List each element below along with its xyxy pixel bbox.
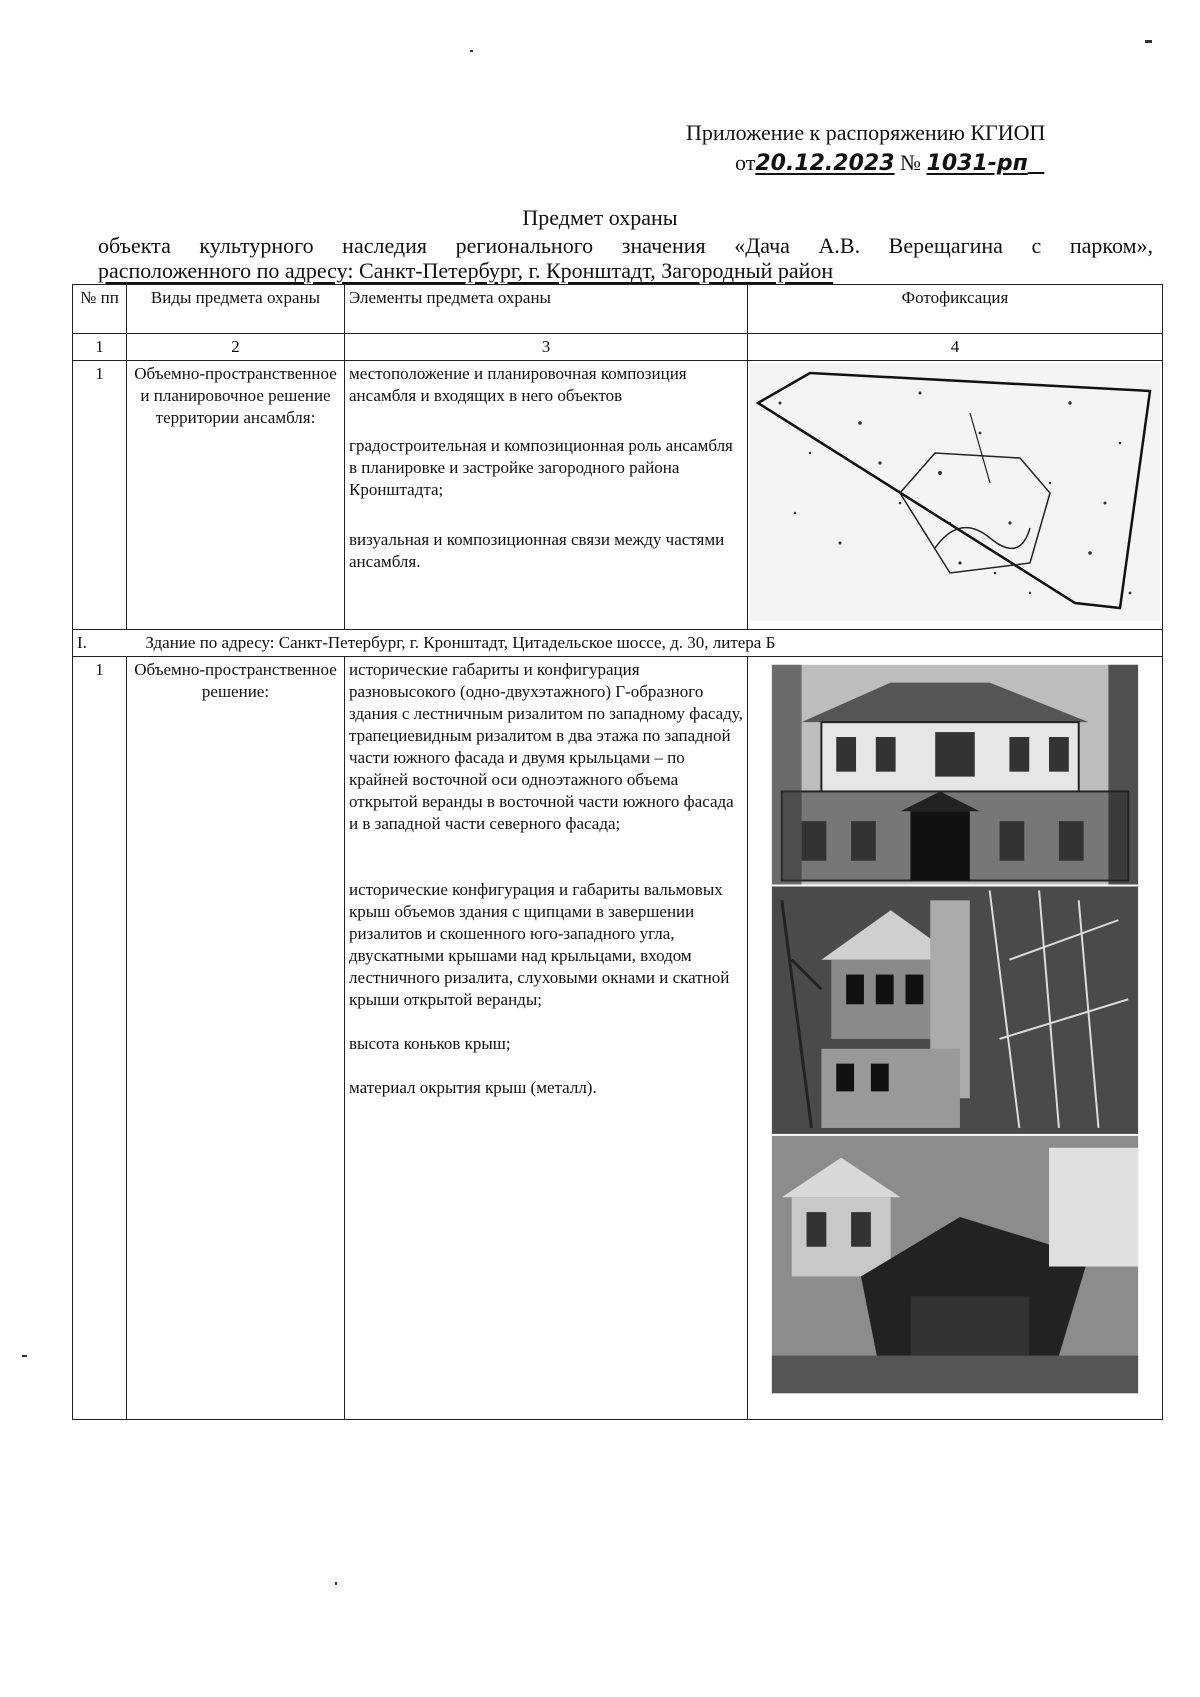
header-photo: Фотофиксация: [748, 285, 1163, 334]
subtitle-line-2: расположенного по адресу: Санкт-Петербург, г. Кронштадт, Загородный район: [98, 258, 834, 283]
element-item: местоположение и планировочная композиция ансамбля и входящих в него объектов: [349, 364, 687, 405]
roofs-photo: [772, 886, 1138, 1133]
element-item: визуальная и композиционная связи между частями ансамбля.: [349, 530, 725, 571]
handwritten-number: 1031-рп: [926, 151, 1028, 176]
scan-speck: [335, 1582, 337, 1585]
column-number-row: [73, 334, 1163, 361]
element-item: градостроительная и композиционная роль ансамбля в планировке и застройке загородного района Кронштадта;: [349, 436, 733, 499]
table-row: [73, 657, 1163, 1420]
scan-speck: [1145, 40, 1152, 43]
veranda-photo: [772, 1136, 1138, 1393]
section-row: [73, 630, 1163, 657]
table-row: [73, 361, 1163, 630]
handwritten-date: 20.12.2023: [755, 151, 895, 176]
building-photos-image: [762, 659, 1148, 1399]
site-plan-photo-cell: [748, 361, 1163, 630]
annex-heading: Приложение к распоряжению КГИОП: [686, 120, 1046, 145]
element-item: исторические габариты и конфигурация разновысокого (одно-двухэтажного) Г-образного здания с лестничным ризалитом по западному фасаду, трапециевидным ризалитом в два этажа по западной части южного фасада и двумя крыльцами – по крайней восточной оси одноэтажного объема открытой веранды в восточной части южного фасада и в западной части северного фасада;: [349, 660, 743, 833]
scan-speck: [22, 1355, 27, 1357]
scan-speck: [470, 50, 473, 52]
row-elements: [345, 657, 748, 1420]
element-item: материал окрытия крыш (металл).: [349, 1078, 597, 1097]
protection-subject-table: [72, 284, 1163, 1420]
section-heading: [73, 630, 1163, 657]
col-number: 3: [345, 334, 748, 361]
col-number: 4: [748, 334, 1163, 361]
header-num: № пп: [73, 285, 127, 334]
table-header-row: [73, 285, 1163, 334]
document-title: Предмет охраны: [522, 205, 678, 230]
row-type: Объемно-пространственное решение:: [127, 657, 345, 1420]
site-plan-image: [750, 363, 1160, 621]
element-item: исторические конфигурация и габариты вальмовых крыш объемов здания с щипцами в завершении ризалитов и скошенного юго-западного угла, двускатными крышами над крыльцами, входом лестничного ризалита, слуховыми окнами и скатной крыши открытой веранды;: [349, 880, 730, 1009]
number-prefix: №: [900, 150, 922, 175]
col-number: 1: [73, 334, 127, 361]
row-num: 1: [73, 361, 127, 630]
row-elements: [345, 361, 748, 630]
element-item: высота коньков крыш;: [349, 1034, 511, 1053]
header-elements: Элементы предмета охраны: [345, 285, 748, 334]
row-type: Объемно-пространственное и планировочное решение территории ансамбля:: [127, 361, 345, 630]
facade-photo: [772, 665, 1138, 885]
subtitle-line-1: объекта культурного наследия регионального значения «Дача А.В. Верещагина с парком»,: [98, 233, 1153, 258]
building-photos-cell: [748, 657, 1163, 1420]
section-roman: I.: [77, 633, 87, 652]
col-number: 2: [127, 334, 345, 361]
date-prefix: от: [735, 150, 756, 175]
annex-date-number: [735, 150, 1044, 176]
header-type: Виды предмета охраны: [127, 285, 345, 334]
row-num: 1: [73, 657, 127, 1420]
section-text: Здание по адресу: Санкт-Петербург, г. Кронштадт, Цитадельское шоссе, д. 30, литера Б: [145, 633, 776, 652]
